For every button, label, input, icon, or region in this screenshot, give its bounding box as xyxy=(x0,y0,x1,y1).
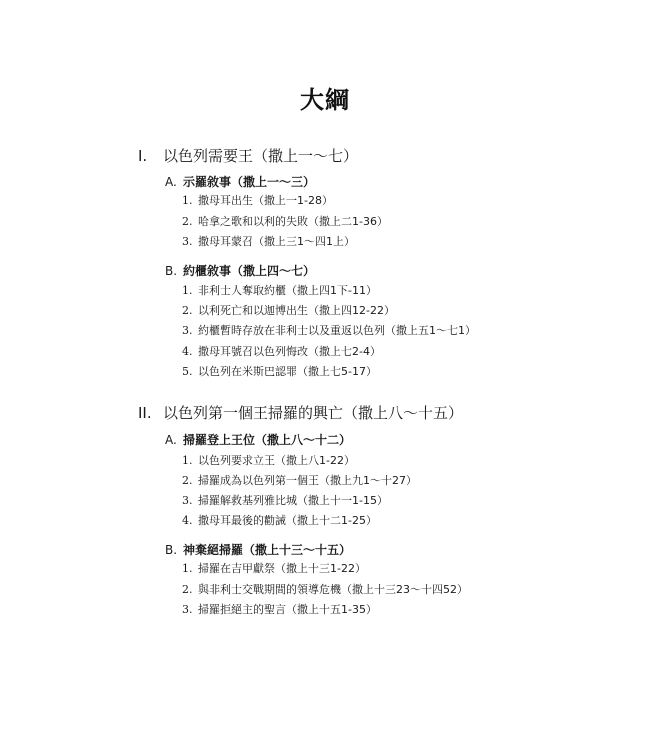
outline-item-marker: 4. xyxy=(182,344,193,358)
outline-item-marker: 2. xyxy=(182,214,193,228)
outline-item-marker: 3. xyxy=(182,602,193,616)
subsection-heading-text: 神棄絕掃羅（撒上十三～十五） xyxy=(183,543,352,557)
outline-item-text: 掃羅在吉甲獻祭（撒上十三1-22） xyxy=(198,561,366,575)
section-heading-marker: I. xyxy=(138,146,148,165)
outline-item-marker: 1. xyxy=(182,453,193,467)
outline-item-text: 撒母耳號召以色列悔改（撒上七2-4） xyxy=(198,344,381,358)
subsection-heading-text: 示羅敘事（撒上一～三） xyxy=(183,175,316,189)
outline-item-marker: 2. xyxy=(182,582,193,596)
outline-item-marker: 2. xyxy=(182,473,193,487)
outline-item-marker: 2. xyxy=(182,303,193,317)
outline-item-text: 與非利士交戰期間的領導危機（撒上十三23～十四52） xyxy=(198,582,468,596)
outline-item-marker: 3. xyxy=(182,323,193,337)
outline-item-text: 掃羅拒絕主的聖言（撒上十五1-35） xyxy=(198,602,377,616)
outline-item-text: 哈拿之歌和以利的失敗（撒上二1-36） xyxy=(198,214,388,228)
subsection-heading-text: 約櫃敘事（撒上四～七） xyxy=(183,264,316,278)
outline-item-text: 撒母耳最後的勸誡（撒上十二1-25） xyxy=(198,513,377,527)
section-heading-text: 以色列需要王（撒上一～七） xyxy=(163,146,359,165)
outline-item-text: 以色列要求立王（撒上八1-22） xyxy=(198,453,355,467)
outline-item-text: 以色列在米斯巴認罪（撒上七5-17） xyxy=(198,364,377,378)
page-title: 大綱 xyxy=(300,86,350,114)
outline-item-marker: 1. xyxy=(182,283,193,297)
outline-item-text: 非利士人奪取約櫃（撒上四1下-11） xyxy=(198,283,377,297)
outline-item-marker: 3. xyxy=(182,493,193,507)
subsection-heading-marker: A. xyxy=(165,433,177,447)
outline-item-marker: 1. xyxy=(182,561,193,575)
outline-item-text: 撒母耳蒙召（撒上三1～四1上） xyxy=(198,234,355,248)
outline-item-marker: 4. xyxy=(182,513,193,527)
outline-item-marker: 5. xyxy=(182,364,193,378)
outline-item-text: 以利死亡和以迦博出生（撒上四12-22） xyxy=(198,303,395,317)
outline-item-marker: 1. xyxy=(182,193,193,207)
subsection-heading-marker: B. xyxy=(165,264,178,278)
outline-item-text: 掃羅解救基列雅比城（撒上十一1-15） xyxy=(198,493,388,507)
outline-item-text: 掃羅成為以色列第一個王（撒上九1～十27） xyxy=(198,473,417,487)
section-heading-marker: II. xyxy=(138,403,152,422)
outline-item-marker: 3. xyxy=(182,234,193,248)
outline-item-text: 撒母耳出生（撒上一1-28） xyxy=(198,193,333,207)
section-heading-text: 以色列第一個王掃羅的興亡（撒上八～十五） xyxy=(163,403,464,422)
subsection-heading-text: 掃羅登上王位（撒上八～十二） xyxy=(183,433,352,447)
subsection-heading-marker: B. xyxy=(165,543,178,557)
subsection-heading-marker: A. xyxy=(165,175,177,189)
outline-item-text: 約櫃暫時存放在非利士以及重返以色列（撒上五1～七1） xyxy=(198,323,476,337)
